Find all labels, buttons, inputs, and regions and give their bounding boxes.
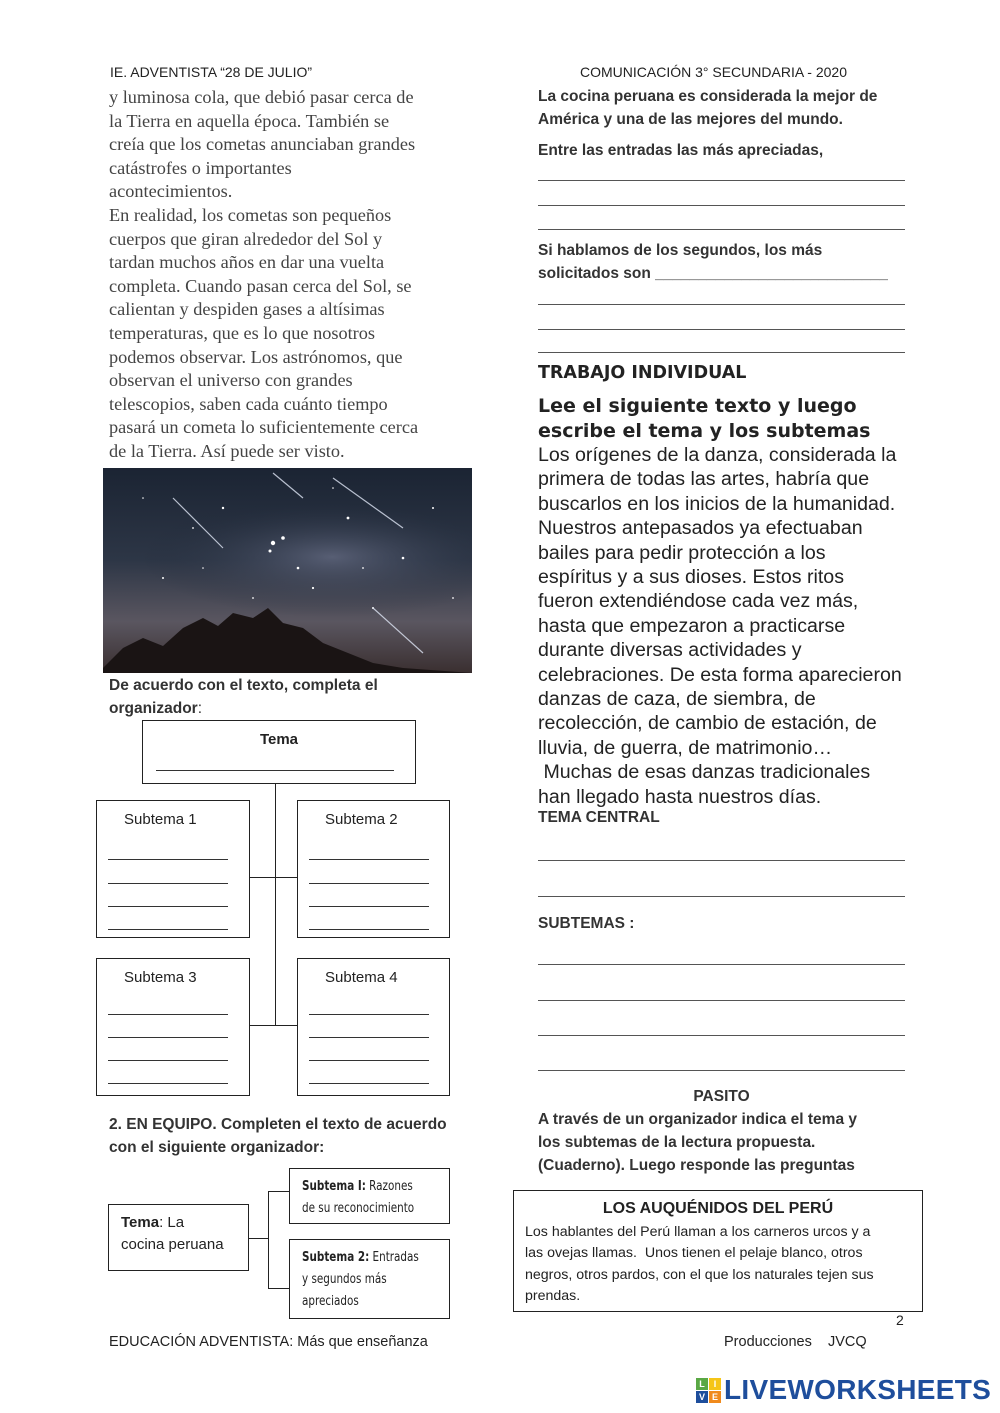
pasito-line: A través de un organizador indica el tema y <box>538 1111 857 1128</box>
tema-answer-line[interactable] <box>156 770 394 771</box>
tema-value: cocina peruana <box>121 1236 224 1253</box>
dance-line: lluvia, de guerra, de matrimonio… <box>538 736 833 759</box>
subtema-answer-line[interactable] <box>309 929 429 930</box>
answer-line[interactable] <box>538 229 905 230</box>
reading-line: temperaturas, que es lo que nosotros <box>109 322 376 343</box>
subtema-2-label: Subtema 2 <box>325 811 398 828</box>
answer-line[interactable] <box>538 180 905 181</box>
subtema-answer-line[interactable] <box>309 1083 429 1084</box>
dance-line: Muchas de esas danzas tradicionales <box>538 761 871 784</box>
intro-line: La cocina peruana es considerada la mejor de <box>538 88 878 105</box>
page-number: 2 <box>896 1312 904 1328</box>
answer-line[interactable] <box>538 205 905 206</box>
team-instruction <box>109 1113 489 1159</box>
subtema-2-box <box>297 800 450 938</box>
dance-line: danzas de caza, de siembra, de <box>538 688 816 711</box>
dance-line: fueron extendiéndose cada vez más, <box>538 590 859 613</box>
cuisine-subtema-2-box <box>289 1239 450 1319</box>
subtemas-label: SUBTEMAS : <box>538 915 635 932</box>
subtema-answer-line[interactable] <box>309 906 429 907</box>
connector-horizontal <box>268 1288 289 1289</box>
cuisine-tema-box <box>108 1204 249 1271</box>
subtema-2-value: apreciados <box>302 1294 359 1309</box>
comet-reading <box>109 86 489 464</box>
auquenidos-box <box>513 1190 923 1312</box>
logo-letter: L <box>696 1378 708 1390</box>
reading-line: tardan muchos años en dar una vuelta <box>109 252 385 273</box>
auquenidos-line: prendas. <box>525 1287 581 1304</box>
subtema-4-label: Subtema 4 <box>325 969 398 986</box>
tema-box <box>142 720 416 784</box>
subtema-answer-line[interactable] <box>108 1037 228 1038</box>
liveworksheets-icon <box>696 1378 722 1404</box>
pasito-title: PASITO <box>693 1088 750 1105</box>
connector-vertical <box>275 783 276 1026</box>
course-header: COMUNICACIÓN 3° SECUNDARIA - 2020 <box>580 64 847 80</box>
connector-vertical <box>268 1191 269 1288</box>
team-instruction-line: con el siguiente organizador: <box>109 1139 325 1156</box>
reading-line: calientan y despiden gases a altísimas <box>109 299 385 320</box>
auquenidos-title: LOS AUQUÉNIDOS DEL PERÚ <box>602 1200 834 1217</box>
subtema-answer-line[interactable] <box>309 1037 429 1038</box>
footer-left: EDUCACIÓN ADVENTISTA: Más que enseñanza <box>109 1334 428 1350</box>
pasito-instruction <box>538 1108 918 1177</box>
intro-line: América y una de las mejores del mundo. <box>538 111 843 128</box>
subtema-answer-line[interactable] <box>108 1083 228 1084</box>
subtema-2-value: y segundos más <box>302 1272 387 1287</box>
dance-line: Los orígenes de la danza, considerada la <box>538 444 897 466</box>
subtema-1-label: Subtema I: <box>302 1179 366 1194</box>
night-sky-image <box>103 468 472 673</box>
subtema-answer-line[interactable] <box>309 859 429 860</box>
reading-line: podemos observar. Los astrónomos, que <box>109 346 403 367</box>
read-instruction-line: Lee el siguiente texto y luego <box>538 395 857 417</box>
answer-line[interactable] <box>538 1000 905 1001</box>
answer-line[interactable] <box>538 329 905 330</box>
tema-value: : La <box>159 1214 185 1231</box>
read-instruction <box>538 394 918 443</box>
team-instruction-line: 2. EN EQUIPO. Completen el texto de acuerdo <box>109 1116 447 1133</box>
reading-line: completa. Cuando pasan cerca del Sol, se <box>109 275 412 296</box>
subtema-answer-line[interactable] <box>309 1060 429 1061</box>
dance-line: buscarlos en los inicios de la humanidad. <box>538 492 896 515</box>
subtema-answer-line[interactable] <box>108 929 228 930</box>
pasito-line: (Cuaderno). Luego responde las preguntas <box>538 1157 855 1174</box>
individual-work-title: TRABAJO INDIVIDUAL <box>538 363 747 383</box>
reading-line: catástrofes o importantes <box>109 157 292 178</box>
segundos-line: solicitados son ___________________________ <box>538 265 888 282</box>
dance-line: espíritus y a sus dioses. Estos ritos <box>538 566 844 589</box>
liveworksheets-wordmark: LIVEWORKSHEETS <box>724 1374 992 1405</box>
tema-central-label: TEMA CENTRAL <box>538 809 660 826</box>
instruction-line: De acuerdo con el texto, completa el <box>109 677 378 694</box>
dance-line: durante diversas actividades y <box>538 639 802 662</box>
reading-line: telescopios, saben cada cuánto tiempo <box>109 393 388 414</box>
auquenidos-line: las ovejas llamas. Unos tienen el pelaje blanco, otros <box>525 1245 863 1262</box>
segundos-question <box>538 239 918 285</box>
answer-line[interactable] <box>538 1035 905 1036</box>
connector-horizontal <box>248 1238 268 1239</box>
liveworksheets-logo[interactable] <box>696 1374 996 1410</box>
answer-line[interactable] <box>538 964 905 965</box>
footer-right: Producciones JVCQ <box>724 1334 867 1350</box>
reading-line: de la Tierra. Así puede ser visto. <box>109 440 345 461</box>
dance-line: hasta que empezaron a practicarse <box>538 614 846 637</box>
auquenidos-line: negros, otros pardos, con el que los naturales tejen sus <box>525 1266 874 1283</box>
answer-line[interactable] <box>538 1070 905 1071</box>
dance-reading <box>538 443 918 809</box>
logo-letter: I <box>709 1378 721 1390</box>
subtema-2-value: Entradas <box>369 1250 419 1265</box>
logo-letter: V <box>696 1391 708 1403</box>
connector-horizontal <box>268 1191 289 1192</box>
auquenidos-text <box>525 1222 920 1307</box>
connector-horizontal <box>249 1025 297 1026</box>
subtema-answer-line[interactable] <box>108 883 228 884</box>
reading-line: la Tierra en aquella época. También se <box>109 110 390 131</box>
logo-letter: E <box>709 1391 721 1403</box>
tema-label: Tema <box>121 1214 160 1231</box>
subtema-answer-line[interactable] <box>108 906 228 907</box>
subtema-1-label: Subtema 1 <box>124 811 197 828</box>
reading-line: En realidad, los cometas son pequeños <box>109 204 392 225</box>
subtema-answer-line[interactable] <box>108 1014 228 1015</box>
reading-line: y luminosa cola, que debió pasar cerca de <box>109 87 414 107</box>
subtema-1-box <box>96 800 250 938</box>
reading-line: pasará un cometa lo suficientemente cerca <box>109 417 419 438</box>
dance-line: celebraciones. De esta forma aparecieron <box>538 663 902 686</box>
entradas-question: Entre las entradas las más apreciadas, <box>538 142 824 159</box>
pasito-line: los subtemas de la lectura propuesta. <box>538 1134 816 1151</box>
subtema-answer-line[interactable] <box>108 859 228 860</box>
subtema-answer-line[interactable] <box>108 1060 228 1061</box>
organizer-instruction <box>109 674 489 720</box>
reading-line: cuerpos que giran alrededor del Sol y <box>109 228 383 249</box>
dance-line: bailes para pedir protección a los <box>538 541 826 564</box>
instruction-colon: : <box>197 700 203 717</box>
answer-line[interactable] <box>538 896 905 897</box>
reading-line: observan el universo con grandes <box>109 370 353 391</box>
tema-label: Tema <box>259 731 299 748</box>
school-header: IE. ADVENTISTA “28 DE JULIO” <box>110 64 313 80</box>
subtema-2-label: Subtema 2: <box>302 1250 370 1265</box>
auquenidos-line: Los hablantes del Perú llaman a los carneros urcos y a <box>525 1224 871 1240</box>
subtema-1-value: de su reconocimiento <box>302 1201 415 1216</box>
answer-line[interactable] <box>538 860 905 861</box>
answer-line[interactable] <box>538 304 905 305</box>
dance-line: Nuestros antepasados ya efectuaban <box>538 517 863 540</box>
segundos-line: Si hablamos de los segundos, los más <box>538 242 823 259</box>
subtema-answer-line[interactable] <box>309 1014 429 1015</box>
instruction-line <box>109 697 489 720</box>
subtema-3-label: Subtema 3 <box>124 969 197 986</box>
dance-line: han llegado hasta nuestros días. <box>538 785 822 808</box>
reading-line: creía que los cometas anunciaban grandes <box>109 134 416 155</box>
dance-line: recolección, de cambio de estación, de <box>538 712 877 735</box>
subtema-1-value: Razones <box>365 1179 413 1194</box>
connector-horizontal <box>249 877 297 878</box>
answer-line[interactable] <box>538 352 905 353</box>
subtema-4-box <box>297 958 450 1096</box>
instruction-word: organizador <box>109 700 198 717</box>
read-instruction-line: escribe el tema y los subtemas <box>538 419 871 442</box>
subtema-answer-line[interactable] <box>309 883 429 884</box>
dance-line: primera de todas las artes, habría que <box>538 468 870 491</box>
subtema-3-box <box>96 958 250 1096</box>
reading-line: acontecimientos. <box>109 181 233 202</box>
cuisine-subtema-1-box <box>289 1168 450 1224</box>
cuisine-intro <box>538 85 918 131</box>
